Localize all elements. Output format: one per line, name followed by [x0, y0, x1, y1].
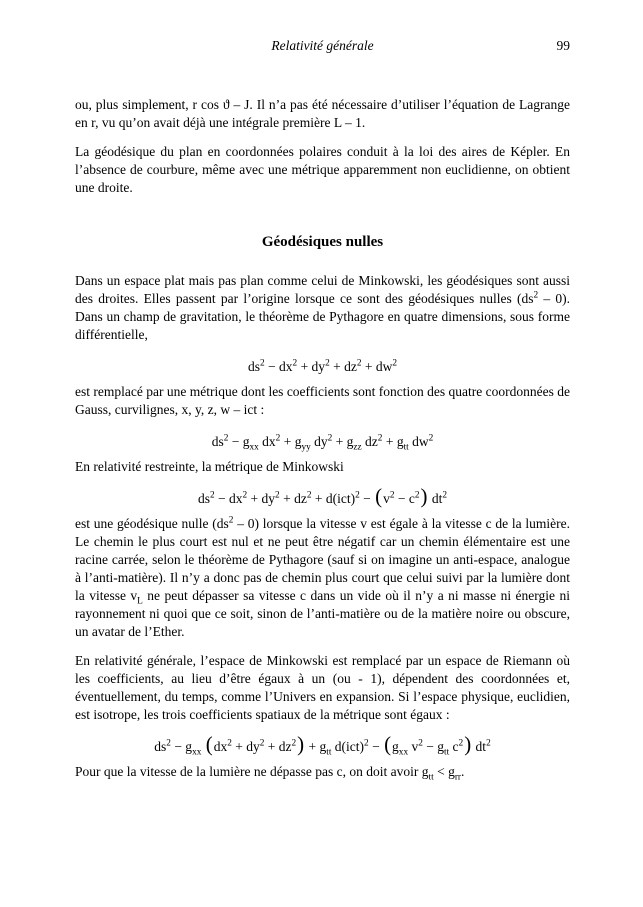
page-header: [75, 38, 570, 56]
formula-metrique-minkowski: $ds^2 - dx^2 + dy^2 + dz^2 + d(ict)^2 - (v^2 - c^2)$ $dt^2$: [197, 484, 448, 508]
paragraph-metrique-gauss: est remplacé par une métrique dont les coefficients sont fonction des quatre coordonnées de Gauss, curvilignes, x, y, z, w – ict :: [75, 384, 570, 417]
paragraph-relativite-generale-riemann: En relativité générale, l’espace de Minkowski est remplacé par un espace de Riemann où les coefficients, au lieu d’être égaux à un (ou - 1), dépendent des coordonnées et, éventuellement, du temps, comme l’Univers en expansion. Si l’espace physique, euclidien, est isotrope, les trois coefficients spatiaux de la métrique sont égaux :: [75, 653, 570, 722]
section-heading-geodesiques-nulles: Géodésiques nulles: [261, 234, 384, 250]
paragraph-condition-vitesse-lumiere: Pour que la vitesse de la lumière ne dépasse pas c, on doit avoir $g_{tt} < g_{rr}$.: [75, 764, 465, 783]
paragraph-minkowski-geodesiques: Dans un espace plat mais pas plan comme celui de Minkowski, les géodésiques sont aussi des droites. Elles passent par l’origine lorsque ce sont des géodésiques nulles $(ds^2 - 0)$. Dans un champ de gravitation, le théorème de Pythagore en quatre dimensions, sous forme différentielle,: [75, 273, 571, 342]
paragraph-geodesique-nulle-lumiere: est une géodésique nulle $(ds^2 - 0)$ lorsque la vitesse v est égale à la vitesse c de la lumière. Le chemin le plus court est nul et ne peut être négatif car un chemin élémentaire est une racine carrée, selon le théorème de Pythagore (sauf si on imagine un anti-espace, analogue à l’anti-matière). Il n’y a donc pas de chemin plus court que celui suivi par la lumière dont la vitesse $v_L$ ne peut dépasser sa vitesse c dans un vide où il n’y a ni masse ni énergie ni rayonnement ni quoi que ce soit, sinon de l’anti-matière ou de la matière noire ou obscure, un avatar de l’Ether.: [75, 515, 570, 639]
running-title: Relativité générale: [271, 38, 374, 53]
page-number: 99: [556, 38, 570, 53]
formula-pythagore-differentielle: $ds^2 - dx^2 + dy^2 + dz^2 + dw^2$: [247, 358, 398, 374]
paragraph-lagrange: ou, plus simplement, r cos ϑ – J. Il n’a pas été nécessaire d’utiliser l’équation de Lagrange en r, vu qu’on avait déjà une intégrale première L – 1.: [75, 97, 570, 130]
formula-metrique-coefficients: $ds^2 - g_{xx}$ $dx^2 + g_{yy}$ $dy^2 + g_{zz}$ $dz^2 + g_{tt}$ $dw^2$: [211, 433, 434, 453]
formula-metrique-isotrope: $ds^2 - g_{xx}$ $(dx^2 + dy^2 + dz^2) + g_{tt}$ $d(ict)^2 - (g_{xx}$ $v^2 - g_{tt}$ $c^2$) $dt^2$: [154, 732, 491, 758]
paragraph-geodesique-plan: La géodésique du plan en coordonnées polaires conduit à la loi des aires de Képler. En l’absence de courbure, même avec une métrique apparemment non euclidienne, on obtient une droite.: [75, 144, 570, 195]
paragraph-relativite-restreinte: En relativité restreinte, la métrique de Minkowski: [75, 459, 344, 474]
